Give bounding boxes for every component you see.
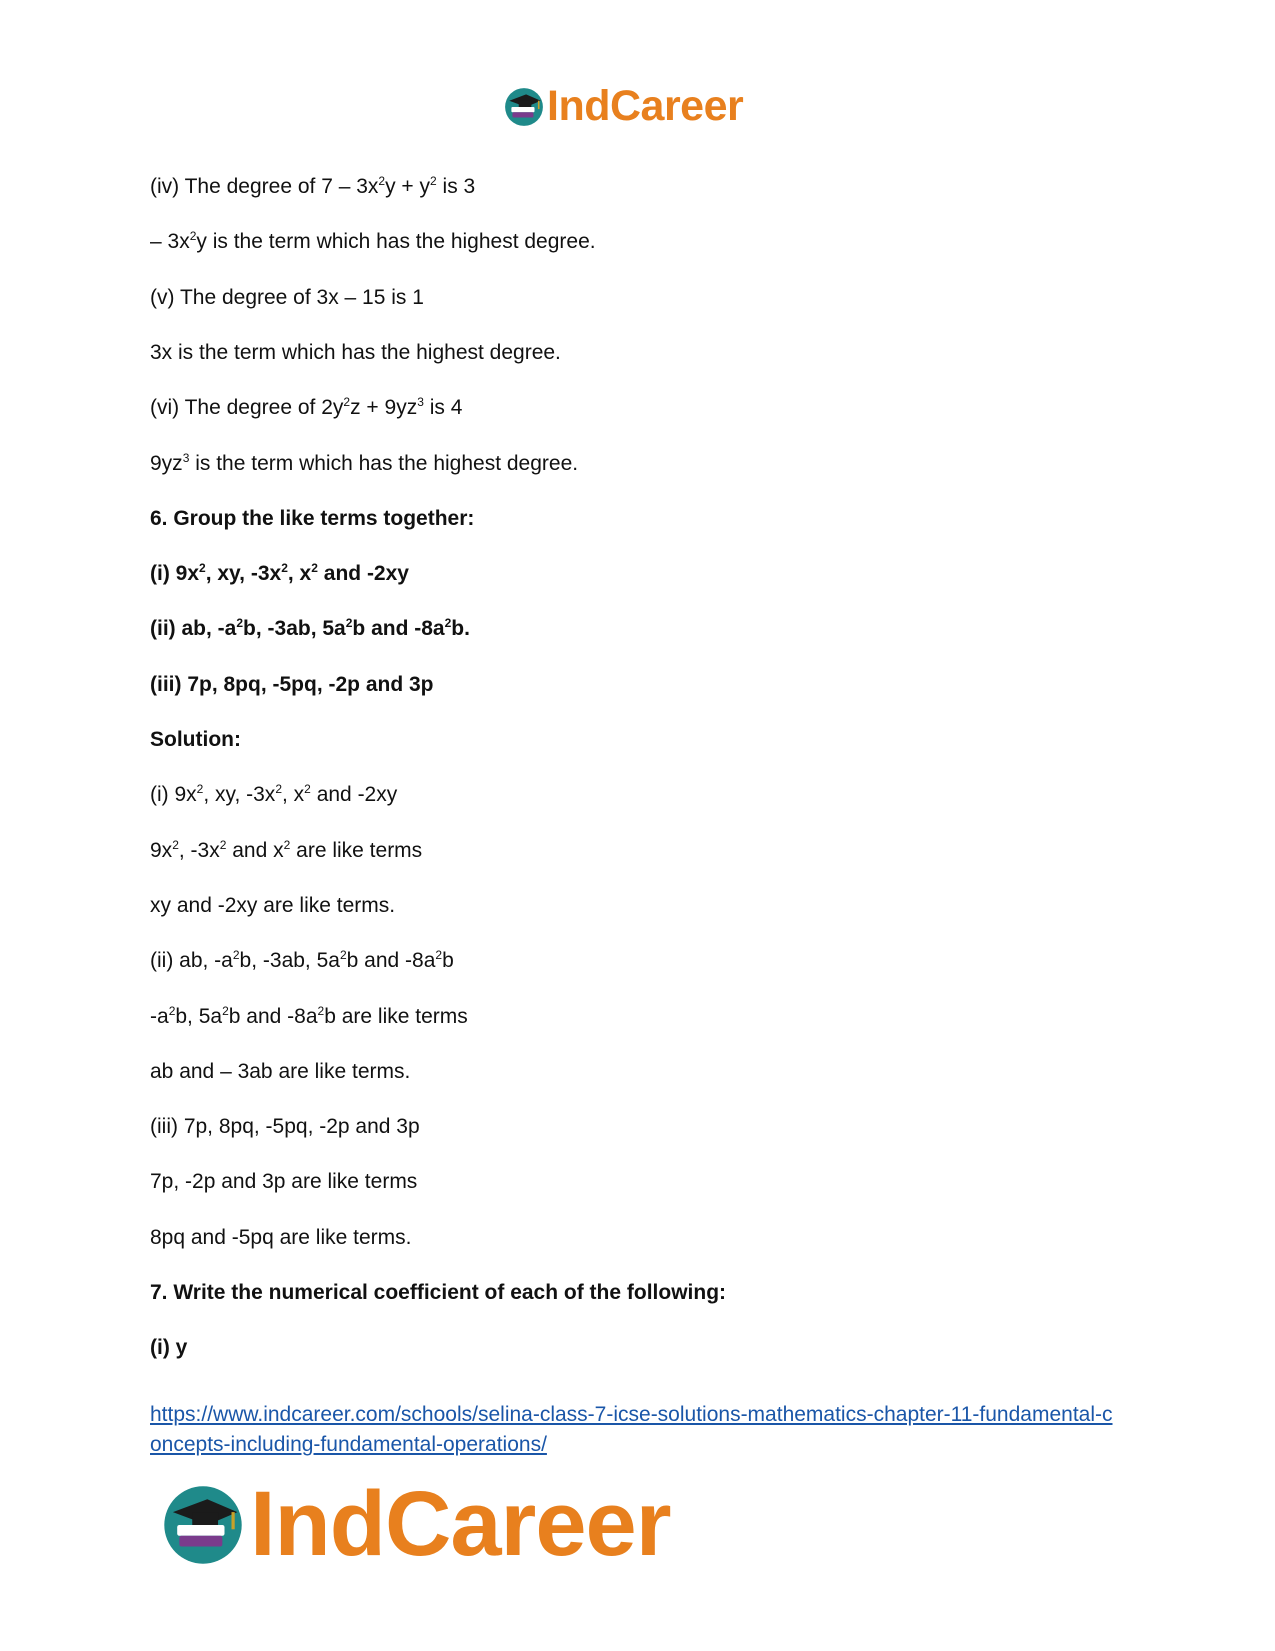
text-segment: – 3x bbox=[150, 230, 190, 253]
text-segment: (vi) The degree of 2y bbox=[150, 396, 344, 419]
superscript: 2 bbox=[222, 1004, 229, 1018]
text-segment: b. bbox=[451, 617, 470, 640]
text-segment: ab and – 3ab are like terms. bbox=[150, 1060, 411, 1083]
text-segment: y + y bbox=[385, 175, 431, 198]
text-segment: and -2xy bbox=[317, 562, 409, 585]
answer-line bbox=[150, 1225, 411, 1251]
text-segment: , xy, -3x bbox=[203, 783, 276, 806]
text-segment: (iv) The degree of 7 – 3x bbox=[150, 175, 379, 198]
answer-line bbox=[150, 948, 454, 974]
text-segment: b are like terms bbox=[324, 1005, 468, 1028]
graduation-cap-books-globe-icon bbox=[503, 86, 545, 128]
answer-line bbox=[150, 1004, 468, 1030]
text-segment: (iii) 7p, 8pq, -5pq, -2p and 3p bbox=[150, 1115, 420, 1138]
text-segment: , x bbox=[287, 562, 312, 585]
answer-line bbox=[150, 893, 395, 919]
text-segment: 3x is the term which has the highest degree. bbox=[150, 341, 561, 364]
superscript: 2 bbox=[236, 616, 244, 630]
text-segment: 9x bbox=[150, 839, 173, 862]
text-segment: (ii) ab, -a bbox=[150, 949, 233, 972]
text-segment: 7. Write the numerical coefficient of each of the following: bbox=[150, 1281, 727, 1304]
text-segment: (v) The degree of 3x – 15 is 1 bbox=[150, 286, 424, 309]
text-segment: b bbox=[442, 949, 454, 972]
question-line bbox=[150, 1280, 726, 1306]
superscript: 2 bbox=[275, 782, 282, 796]
text-segment: 9yz bbox=[150, 452, 183, 475]
text-segment: is 4 bbox=[423, 396, 463, 419]
text-segment: y is the term which has the highest degree. bbox=[196, 230, 596, 253]
text-segment: b and -8a bbox=[352, 617, 445, 640]
superscript: 2 bbox=[345, 616, 353, 630]
graduation-cap-books-globe-icon bbox=[160, 1482, 246, 1568]
text-segment: (i) 9x bbox=[150, 783, 197, 806]
question-line bbox=[150, 561, 409, 587]
question-line bbox=[150, 1335, 187, 1361]
text-segment: (i) y bbox=[150, 1336, 188, 1359]
answer-line bbox=[150, 395, 462, 421]
text-segment: and -2xy bbox=[310, 783, 398, 806]
answer-line bbox=[150, 451, 578, 477]
text-segment: are like terms bbox=[290, 839, 423, 862]
question-line bbox=[150, 727, 241, 753]
question-line bbox=[150, 506, 474, 532]
answer-line bbox=[150, 838, 422, 864]
text-segment: b, 5a bbox=[175, 1005, 223, 1028]
text-segment: Solution: bbox=[150, 728, 241, 751]
superscript: 2 bbox=[343, 395, 351, 409]
source-link[interactable]: https://www.indcareer.com/schools/selina-class-7-icse-solutions-mathematics-chapter-11-fundamental-concepts-including-fundamental-operations/ bbox=[150, 1403, 1113, 1456]
superscript: 2 bbox=[189, 229, 197, 243]
superscript: 3 bbox=[182, 451, 190, 465]
text-segment: b, -3ab, 5a bbox=[239, 949, 340, 972]
text-segment: (i) 9x bbox=[150, 562, 200, 585]
header-logo bbox=[503, 82, 743, 131]
superscript: 2 bbox=[232, 948, 240, 962]
answer-line bbox=[150, 1114, 420, 1140]
brand-name-large: IndCareer bbox=[250, 1473, 671, 1575]
answer-line bbox=[150, 1169, 417, 1195]
text-segment: , xy, -3x bbox=[205, 562, 282, 585]
superscript: 2 bbox=[317, 1004, 325, 1018]
superscript: 2 bbox=[430, 174, 437, 188]
superscript: 2 bbox=[283, 838, 291, 852]
text-segment: b, -3ab, 5a bbox=[243, 617, 346, 640]
superscript: 2 bbox=[311, 561, 318, 575]
answer-line bbox=[150, 782, 397, 808]
text-segment: (iii) 7p, 8pq, -5pq, -2p and 3p bbox=[150, 673, 434, 696]
text-segment: is 3 bbox=[436, 175, 476, 198]
answer-line bbox=[150, 1059, 410, 1085]
answer-line bbox=[150, 229, 596, 255]
text-segment: (ii) ab, -a bbox=[150, 617, 237, 640]
text-segment: xy and -2xy are like terms. bbox=[150, 894, 396, 917]
superscript: 2 bbox=[196, 782, 204, 796]
superscript: 2 bbox=[199, 561, 206, 575]
footer-logo bbox=[160, 1472, 671, 1577]
answer-line bbox=[150, 174, 475, 200]
superscript: 2 bbox=[168, 1004, 176, 1018]
superscript: 3 bbox=[417, 395, 424, 409]
answer-line bbox=[150, 340, 561, 366]
answer-line bbox=[150, 285, 424, 311]
text-segment: b and -8a bbox=[346, 949, 436, 972]
superscript: 2 bbox=[444, 616, 452, 630]
text-segment: , x bbox=[282, 783, 305, 806]
superscript: 2 bbox=[219, 838, 227, 852]
text-segment: 6. Group the like terms together: bbox=[150, 507, 475, 530]
text-segment: and x bbox=[226, 839, 284, 862]
question-line bbox=[150, 672, 434, 698]
superscript: 2 bbox=[339, 948, 347, 962]
text-segment: 7p, -2p and 3p are like terms bbox=[150, 1170, 418, 1193]
superscript: 2 bbox=[304, 782, 311, 796]
text-segment: 8pq and -5pq are like terms. bbox=[150, 1226, 412, 1249]
text-segment: b and -8a bbox=[228, 1005, 318, 1028]
question-line bbox=[150, 616, 470, 642]
superscript: 2 bbox=[435, 948, 443, 962]
superscript: 2 bbox=[172, 838, 179, 852]
text-segment: -a bbox=[150, 1005, 169, 1028]
superscript: 2 bbox=[281, 561, 288, 575]
text-segment: , -3x bbox=[178, 839, 220, 862]
brand-name: IndCareer bbox=[547, 82, 744, 130]
superscript: 2 bbox=[378, 174, 386, 188]
text-segment: is the term which has the highest degree. bbox=[189, 452, 579, 475]
text-segment: z + 9yz bbox=[350, 396, 418, 419]
